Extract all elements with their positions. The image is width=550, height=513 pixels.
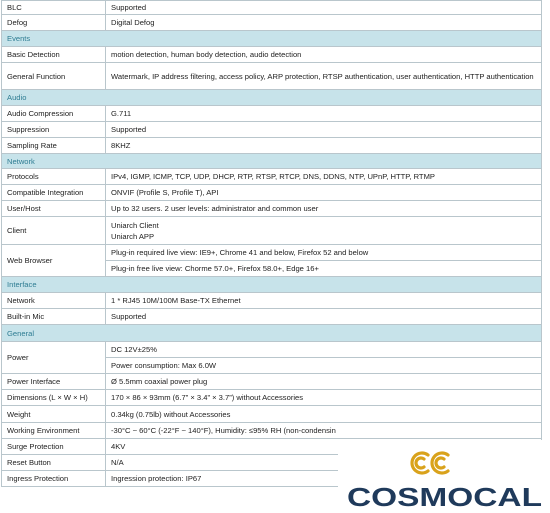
spec-row [2, 390, 542, 406]
spec-row [2, 423, 542, 439]
spec-value [106, 47, 542, 63]
spec-key: Web Browser [2, 245, 106, 277]
spec-value [106, 138, 542, 154]
spec-key: Weight [2, 406, 106, 423]
spec-value [106, 1, 542, 15]
spec-key: General Function [2, 63, 106, 90]
spec-value [106, 217, 542, 245]
spec-key: Network [2, 293, 106, 309]
spec-value [106, 201, 542, 217]
spec-value-line: 170 × 86 × 93mm (6.7” × 3.4” × 3.7”) without Accessories [111, 393, 304, 402]
spec-key: Protocols [2, 169, 106, 185]
spec-row [2, 106, 542, 122]
spec-row [2, 245, 542, 261]
spec-row [2, 201, 542, 217]
spec-row [2, 185, 542, 201]
spec-value [106, 169, 542, 185]
spec-row [2, 1, 542, 15]
spec-value [106, 374, 542, 390]
spec-row [2, 293, 542, 309]
spec-value [106, 293, 542, 309]
section-header [2, 90, 542, 106]
spec-key: Reset Button [2, 455, 106, 471]
spec-key: Surge Protection [2, 439, 106, 455]
spec-row [2, 15, 542, 31]
spec-key: Compatible Integration [2, 185, 106, 201]
spec-value-line: Supported [111, 125, 147, 134]
section-header [2, 31, 542, 47]
spec-key: User/Host [2, 201, 106, 217]
spec-value-line: Digital Defog [111, 18, 155, 27]
spec-key: Audio Compression [2, 106, 106, 122]
section-header [2, 277, 542, 293]
spec-key: BLC [2, 1, 106, 15]
spec-value [106, 63, 542, 90]
spec-value-line: N/A [111, 458, 124, 467]
spec-value-line: Ingression protection: IP67 [111, 474, 202, 483]
spec-value [106, 390, 542, 406]
spec-value-line: Uniarch Client [111, 220, 159, 230]
spec-value: Plug-in free live view: Chorme 57.0+, Firefox 58.0+, Edge 16+ [106, 261, 542, 277]
section-title: Network [2, 154, 542, 169]
spec-value [106, 106, 542, 122]
cc-mark-icon [412, 453, 448, 473]
spec-value-line: -30°C ~ 60°C (-22°F ~ 140°F), Humidity: ≤95% RH (non-condensin [111, 426, 336, 435]
spec-table [1, 0, 542, 487]
spec-row [2, 342, 542, 358]
cosmocal-logo [338, 440, 550, 513]
spec-row [2, 63, 542, 90]
spec-row [2, 374, 542, 390]
spec-key: Power [2, 342, 106, 374]
spec-value [106, 122, 542, 138]
spec-value-line: Uniarch APP [111, 231, 155, 241]
section-title: Audio [2, 90, 542, 106]
spec-value-line: 0.34kg (0.75lb) without Accessories [111, 409, 231, 419]
spec-key: Dimensions (L × W × H) [2, 390, 106, 406]
spec-key: Built-in Mic [2, 309, 106, 325]
spec-value [106, 15, 542, 31]
spec-key: Sampling Rate [2, 138, 106, 154]
spec-value-line: Supported [111, 3, 147, 12]
spec-key: Basic Detection [2, 47, 106, 63]
spec-value-line: ONVIF (Profile S, Profile T), API [111, 188, 219, 197]
spec-value-line: Ø 5.5mm coaxial power plug [111, 377, 208, 386]
spec-value-line: Up to 32 users. 2 user levels: administrator and common user [111, 204, 319, 213]
spec-key: Suppression [2, 122, 106, 138]
spec-value-line: 1 * RJ45 10M/100M Base-TX Ethernet [111, 296, 241, 305]
spec-value: DC 12V±25% [106, 342, 542, 358]
section-title: General [2, 325, 542, 342]
spec-row [2, 217, 542, 245]
spec-key: Client [2, 217, 106, 245]
spec-value-line: Watermark, IP address filtering, access policy, ARP protection, RTSP authentication, user authentication, HTTP authentication [111, 71, 534, 81]
spec-value [106, 309, 542, 325]
section-title: Interface [2, 277, 542, 293]
spec-row [2, 138, 542, 154]
spec-row [2, 122, 542, 138]
spec-key: Working Environment [2, 423, 106, 439]
spec-value-line: IPv4, IGMP, ICMP, TCP, UDP, DHCP, RTP, RTSP, RTCP, DNS, DDNS, NTP, UPnP, HTTP, RTMP [111, 172, 435, 181]
spec-value [106, 406, 542, 423]
spec-row [2, 309, 542, 325]
spec-value-line: 4KV [111, 442, 126, 451]
spec-value [106, 185, 542, 201]
section-header [2, 154, 542, 169]
spec-value-line: 8KHZ [111, 141, 131, 150]
spec-key: Ingress Protection [2, 471, 106, 487]
spec-value: Plug-in required live view: IE9+, Chrome 41 and below, Firefox 52 and below [106, 245, 542, 261]
section-header [2, 325, 542, 342]
spec-value-line: G.711 [111, 109, 132, 118]
logo-wordmark: COSMOCAL [347, 482, 543, 512]
spec-row [2, 169, 542, 185]
spec-value: Power consumption: Max 6.0W [106, 358, 542, 374]
spec-value-line: Supported [111, 312, 147, 321]
spec-key: Defog [2, 15, 106, 31]
spec-value-line: motion detection, human body detection, audio detection [111, 50, 302, 59]
section-title: Events [2, 31, 542, 47]
spec-value [106, 423, 542, 439]
spec-row [2, 47, 542, 63]
spec-row [2, 406, 542, 423]
spec-key: Power Interface [2, 374, 106, 390]
